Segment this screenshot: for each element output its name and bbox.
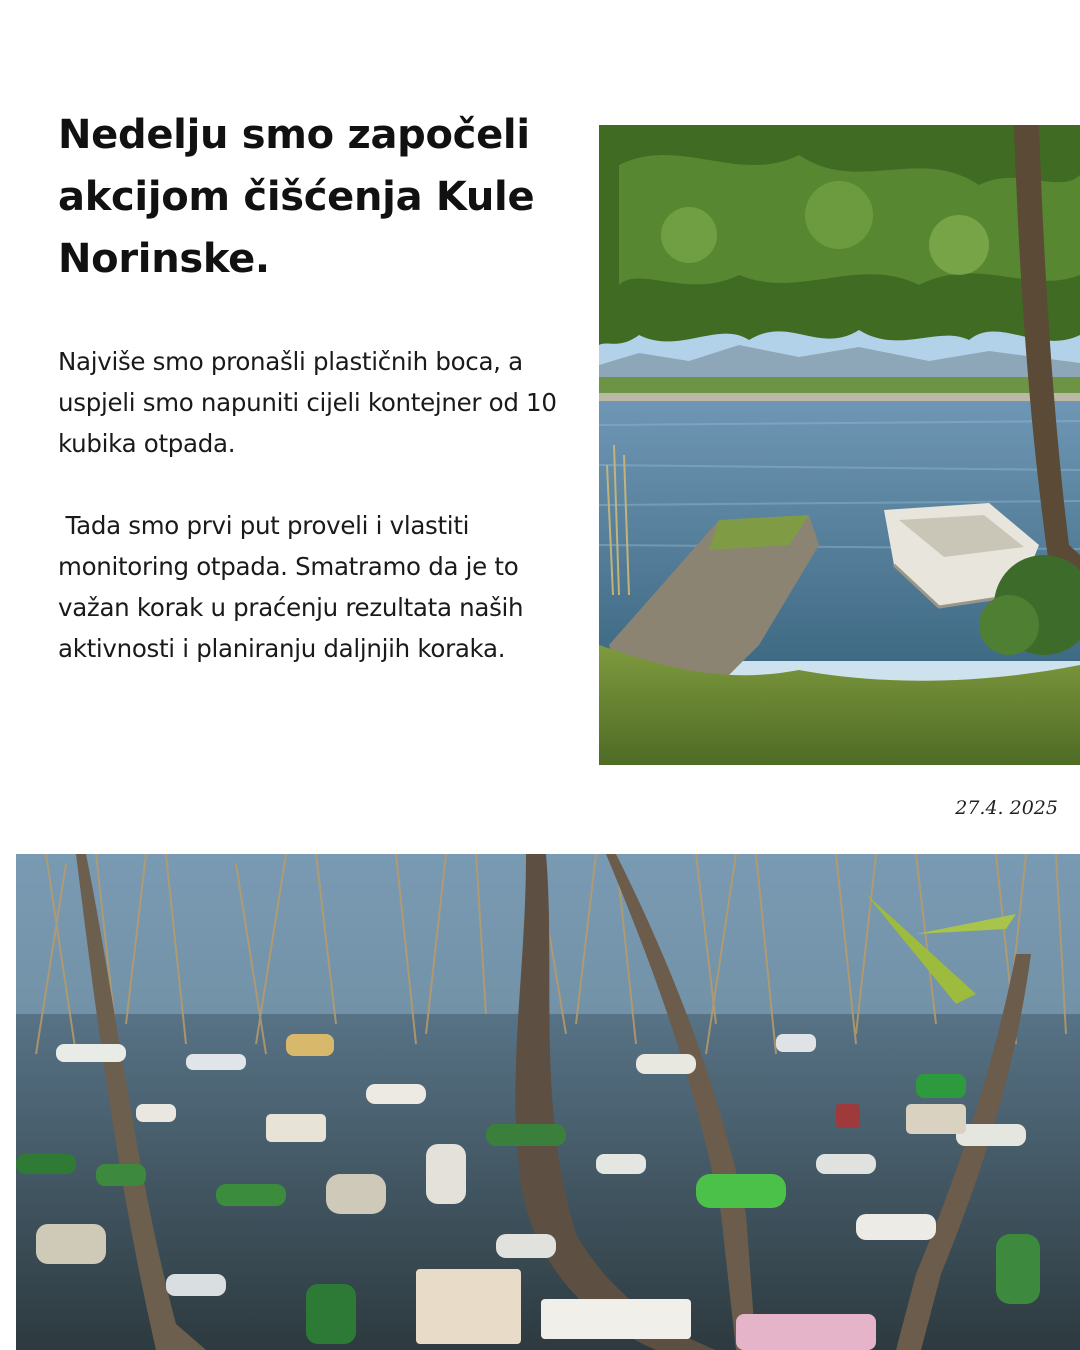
post-date: 27.4. 2025	[955, 797, 1058, 819]
paragraph-monitoring: Tada smo prvi put proveli i vlastiti monitoring otpada. Smatramo da je to važan korak u praćenju rezultata naših aktivnosti i planiranju daljnjih koraka.	[58, 511, 531, 663]
lake-boat-illustration	[599, 125, 1080, 765]
plastic-waste-illustration	[16, 854, 1080, 1350]
paragraph-cleanup-result: Najviše smo pronašli plastičnih boca, a uspjeli smo napuniti cijeli kontejner od 10 kubika otpada.	[58, 347, 565, 458]
lake-boat-photo	[599, 125, 1080, 765]
headline: Nedelju smo započeli akcijom čišćenja Kule Norinske.	[58, 112, 535, 282]
plastic-waste-photo	[16, 854, 1080, 1350]
